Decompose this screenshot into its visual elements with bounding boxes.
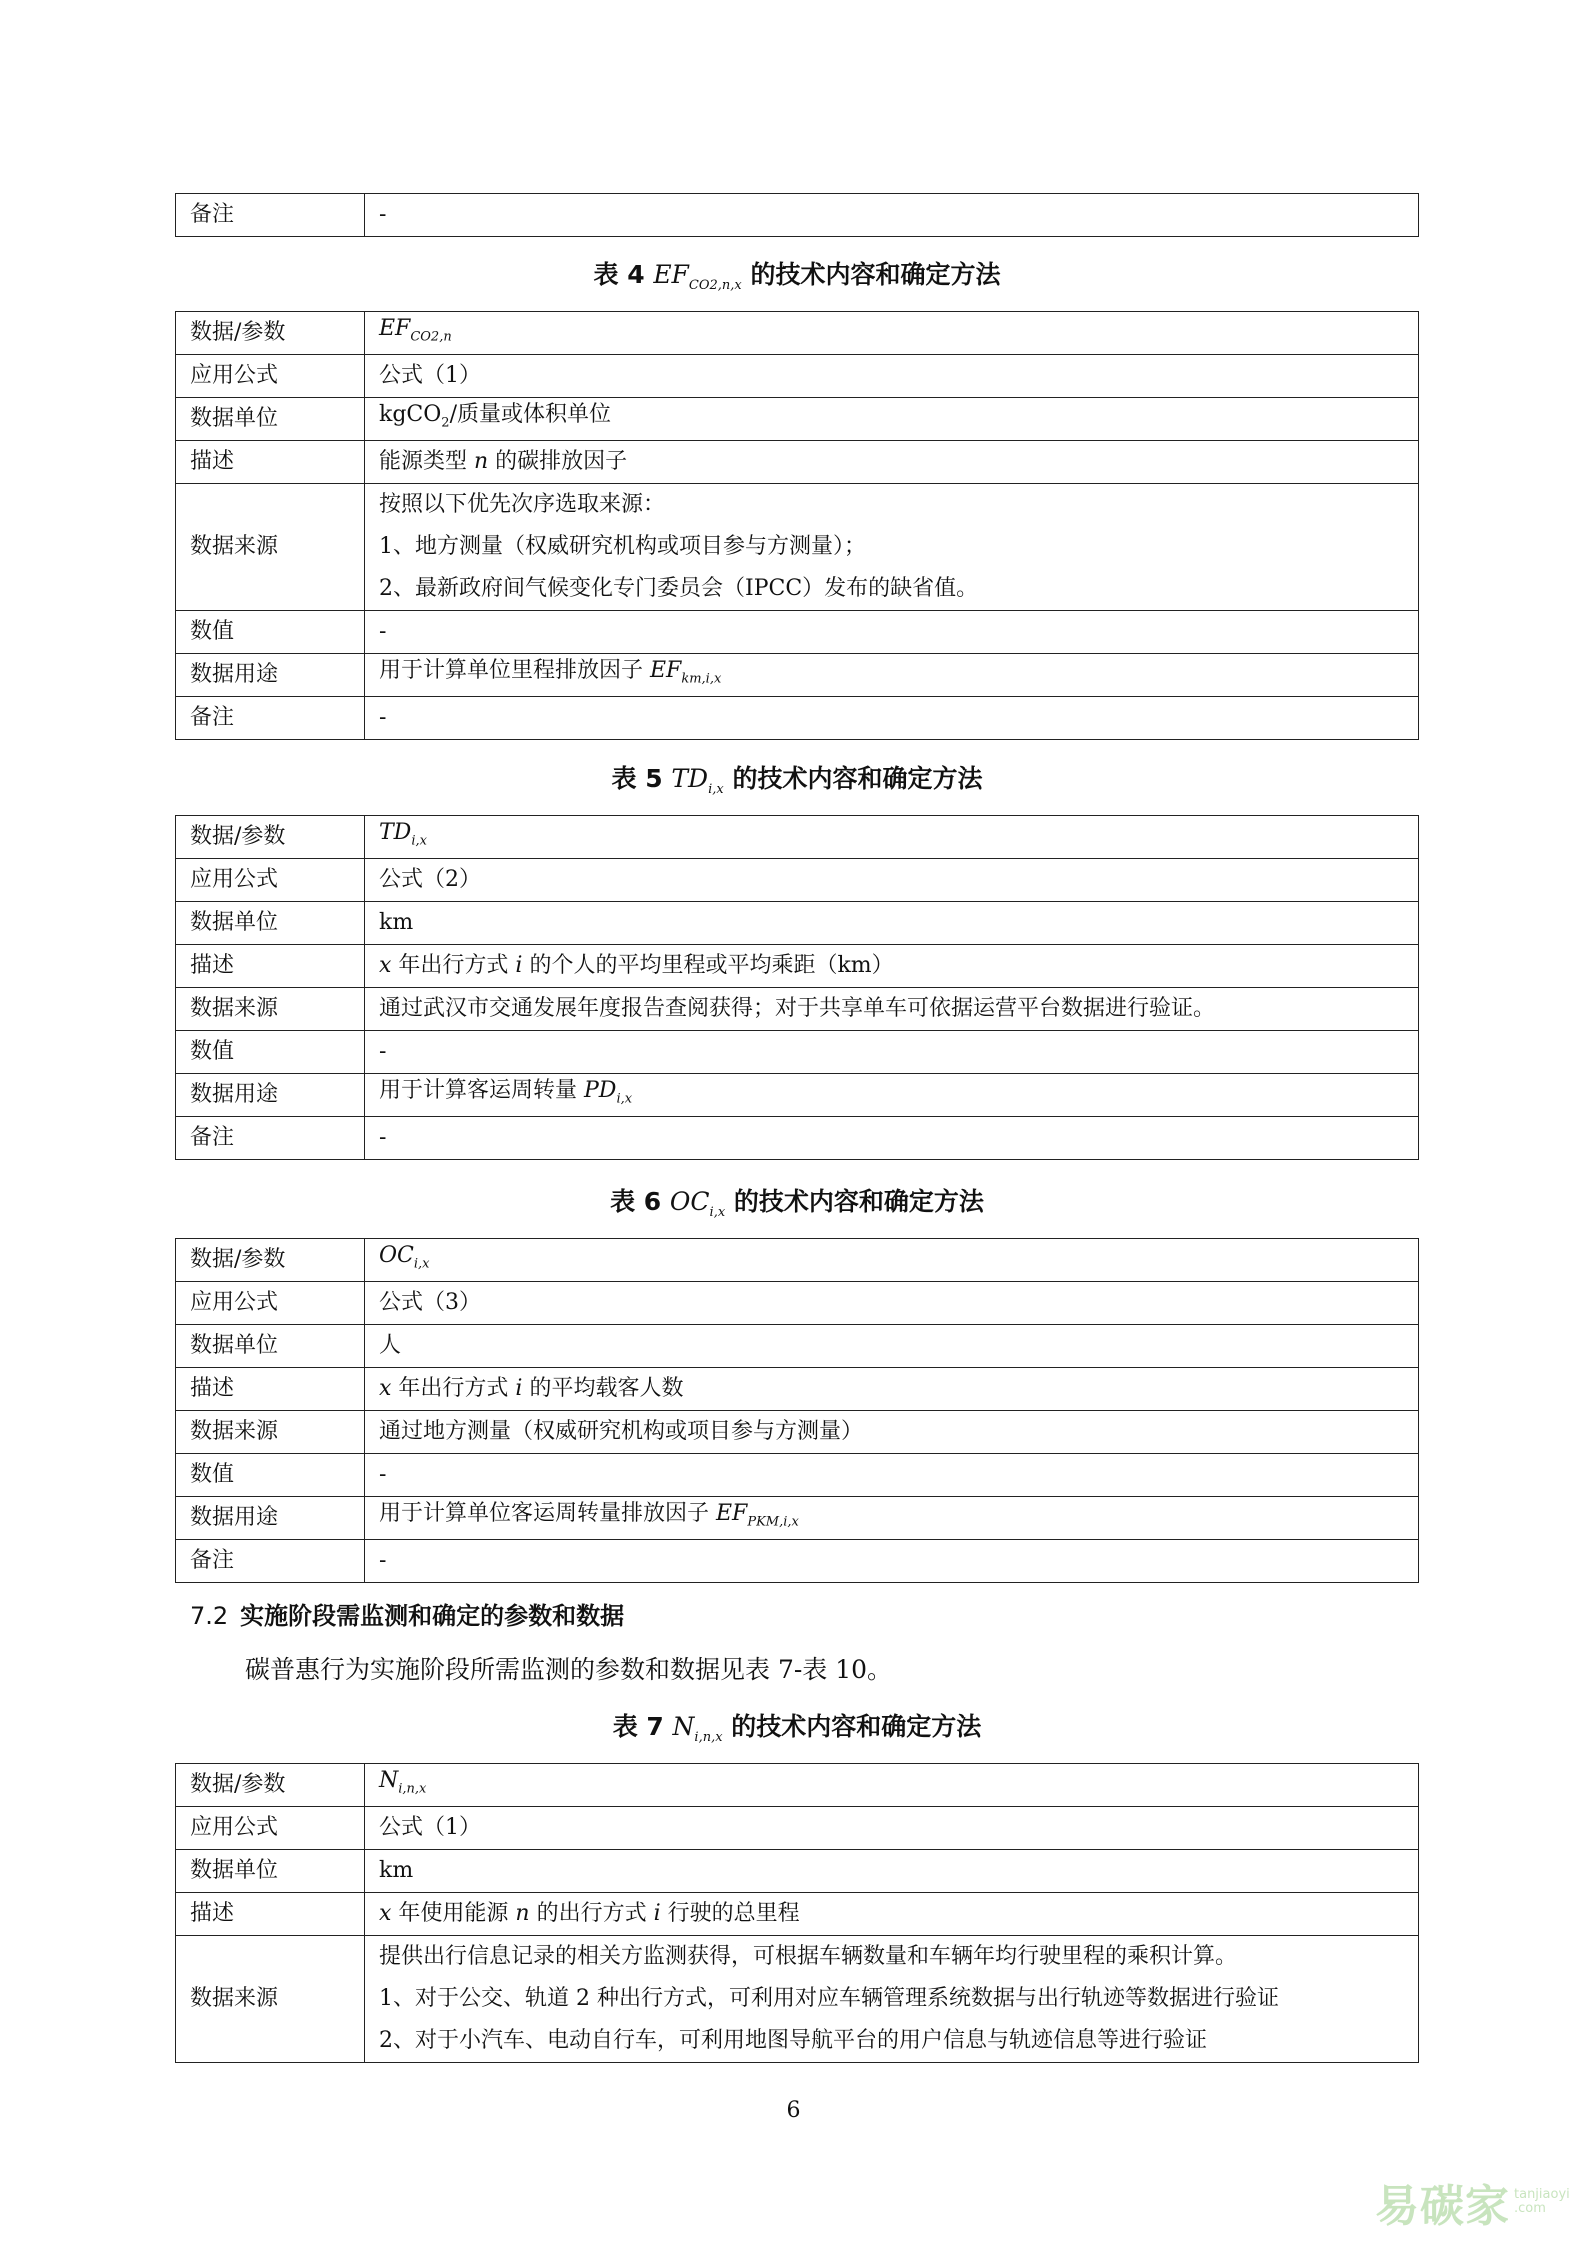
table-7-caption: 表 7 $N_{i,n,x}$ 的技术内容和确定方法 bbox=[612, 1712, 982, 1745]
table-row: 应用公式 公式（1） bbox=[176, 355, 1419, 398]
table-row: 数据/参数 $TD_{i,x}$ bbox=[176, 816, 1419, 859]
table-7 bbox=[175, 1763, 1419, 2063]
table-row: 数据来源 提供出行信息记录的相关方监测获得，可根据车辆数量和车辆年均行驶里程的乘积计算。 1、对于公交、轨道 2 种出行方式，可利用对应车辆管理系统数据与出行轨迹等数据进行验证 2、对于小汽车、电动自行车，可利用地图导航平台的用户信息与轨迹信息等进行验证 bbox=[176, 1936, 1419, 2063]
table-row: 描述 x 年使用能源 n 的出行方式 i 行驶的总里程 bbox=[176, 1893, 1419, 1936]
section-heading: 7.2 实施阶段需监测和确定的参数和数据 bbox=[190, 1602, 625, 1630]
table-row: 备注 - bbox=[176, 697, 1419, 740]
table-row: 数据单位 kgCO$_2$/质量或体积单位 bbox=[176, 398, 1419, 441]
watermark-logo: 易碳家 tanjiaoyi .com bbox=[1375, 2181, 1570, 2232]
table-row: 数据单位 km bbox=[176, 1850, 1419, 1893]
table-row: 应用公式 公式（3） bbox=[176, 1282, 1419, 1325]
table-row: 数据用途 用于计算客运周转量 $PD_{i,x}$ bbox=[176, 1074, 1419, 1117]
row-value: - bbox=[365, 194, 1419, 237]
table-row: 描述 x 年出行方式 i 的平均载客人数 bbox=[176, 1368, 1419, 1411]
row-label: 备注 bbox=[176, 194, 365, 237]
table-row: 备注 - bbox=[176, 1117, 1419, 1160]
table-row: 数值 - bbox=[176, 1031, 1419, 1074]
table-row: 应用公式 公式（1） bbox=[176, 1807, 1419, 1850]
table-4 bbox=[175, 311, 1419, 740]
table-row: 数据单位 人 bbox=[176, 1325, 1419, 1368]
table-4-caption: 表 4 $EF_{CO2,n,x}$ 的技术内容和确定方法 bbox=[593, 260, 1001, 293]
page-number: 6 bbox=[786, 2098, 801, 2123]
table-row: 数值 - bbox=[176, 1454, 1419, 1497]
table-5 bbox=[175, 815, 1419, 1160]
table-6 bbox=[175, 1238, 1419, 1583]
table-row: 数值 - bbox=[176, 611, 1419, 654]
table-6-caption: 表 6 $OC_{i,x}$ 的技术内容和确定方法 bbox=[610, 1187, 984, 1220]
table-row: 应用公式 公式（2） bbox=[176, 859, 1419, 902]
table-row: 数据用途 用于计算单位里程排放因子 $EF_{km,i,x}$ bbox=[176, 654, 1419, 697]
table-row: 描述 能源类型 n 的碳排放因子 bbox=[176, 441, 1419, 484]
table-row: 数据来源 按照以下优先次序选取来源： 1、地方测量（权威研究机构或项目参与方测量）； 2、最新政府间气候变化专门委员会（IPCC）发布的缺省值。 bbox=[176, 484, 1419, 611]
body-paragraph: 碳普惠行为实施阶段所需监测的参数和数据见表 7-表 10。 bbox=[245, 1655, 893, 1684]
table-5-caption: 表 5 $TD_{i,x}$ 的技术内容和确定方法 bbox=[611, 764, 983, 797]
table-row: 数据/参数 $OC_{i,x}$ bbox=[176, 1239, 1419, 1282]
table-row: 描述 x 年出行方式 i 的个人的平均里程或平均乘距（km） bbox=[176, 945, 1419, 988]
table-row: 备注 - bbox=[176, 1540, 1419, 1583]
table-row: 数据来源 通过地方测量（权威研究机构或项目参与方测量） bbox=[176, 1411, 1419, 1454]
table-row: 数据来源 通过武汉市交通发展年度报告查阅获得；对于共享单车可依据运营平台数据进行验证。 bbox=[176, 988, 1419, 1031]
table-row: 数据用途 用于计算单位客运周转量排放因子 $EF_{PKM,i,x}$ bbox=[176, 1497, 1419, 1540]
table-row: 数据/参数 $EF_{CO2,n}$ bbox=[176, 312, 1419, 355]
continued-table bbox=[175, 193, 1419, 237]
table-row: 数据单位 km bbox=[176, 902, 1419, 945]
table-row: 数据/参数 $N_{i,n,x}$ bbox=[176, 1764, 1419, 1807]
